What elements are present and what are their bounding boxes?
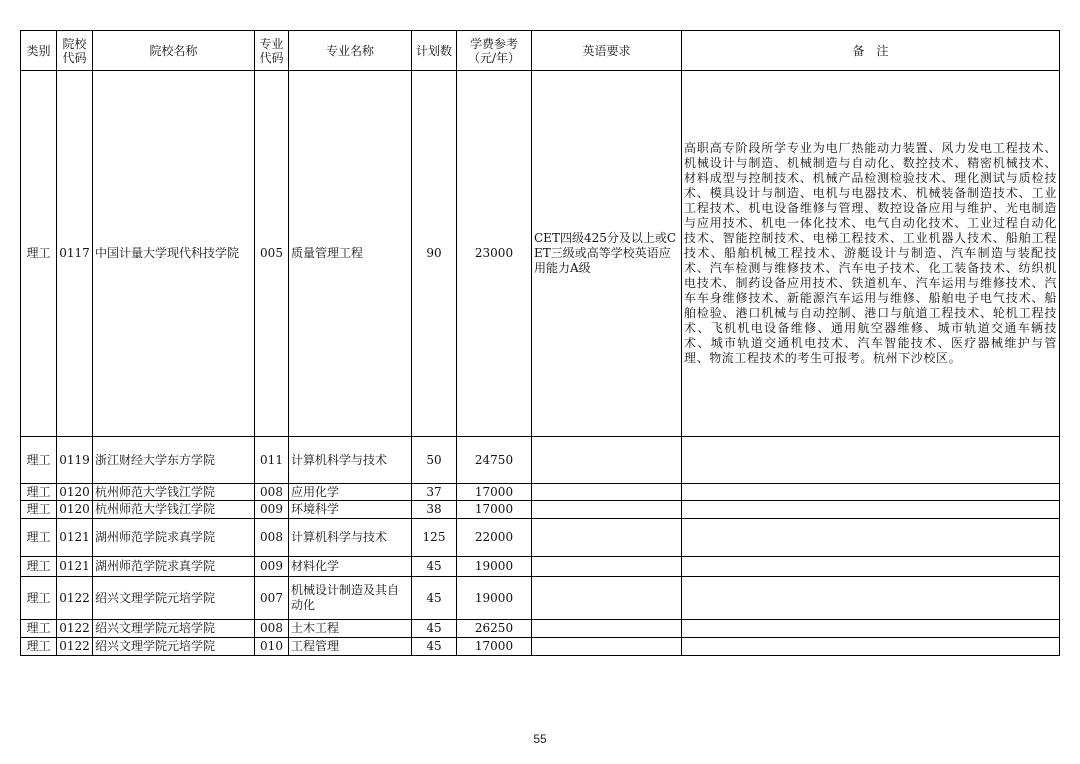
cell-category: 理工 bbox=[21, 620, 57, 638]
cell-plan: 45 bbox=[412, 638, 457, 656]
cell-remarks bbox=[682, 501, 1060, 519]
cell-school-code: 0119 bbox=[57, 437, 93, 484]
cell-major-code: 008 bbox=[255, 519, 289, 557]
cell-plan: 38 bbox=[412, 501, 457, 519]
cell-plan: 90 bbox=[412, 71, 457, 437]
cell-remarks bbox=[682, 620, 1060, 638]
cell-major-code: 009 bbox=[255, 557, 289, 577]
cell-remarks bbox=[682, 577, 1060, 620]
cell-major-code: 011 bbox=[255, 437, 289, 484]
table-row bbox=[21, 501, 1060, 519]
cell-english bbox=[532, 501, 682, 519]
cell-school-code: 0122 bbox=[57, 638, 93, 656]
table-row bbox=[21, 638, 1060, 656]
header-major-name: 专业名称 bbox=[289, 31, 412, 71]
cell-major-name: 应用化学 bbox=[289, 484, 412, 501]
header-english: 英语要求 bbox=[532, 31, 682, 71]
cell-major-name: 计算机科学与技术 bbox=[289, 437, 412, 484]
header-school-name: 院校名称 bbox=[93, 31, 255, 71]
header-plan: 计划数 bbox=[412, 31, 457, 71]
cell-english bbox=[532, 620, 682, 638]
cell-tuition: 17000 bbox=[457, 638, 532, 656]
cell-remarks bbox=[682, 484, 1060, 501]
cell-english bbox=[532, 519, 682, 557]
cell-school-name: 绍兴文理学院元培学院 bbox=[93, 638, 255, 656]
cell-school-code: 0117 bbox=[57, 71, 93, 437]
header-row bbox=[21, 31, 1060, 71]
cell-major-name: 机械设计制造及其自动化 bbox=[289, 577, 412, 620]
cell-major-code: 008 bbox=[255, 620, 289, 638]
table-row bbox=[21, 557, 1060, 577]
header-category: 类别 bbox=[21, 31, 57, 71]
cell-tuition: 19000 bbox=[457, 557, 532, 577]
cell-english bbox=[532, 577, 682, 620]
cell-category: 理工 bbox=[21, 638, 57, 656]
cell-tuition: 17000 bbox=[457, 501, 532, 519]
cell-school-code: 0122 bbox=[57, 620, 93, 638]
cell-school-name: 杭州师范大学钱江学院 bbox=[93, 501, 255, 519]
cell-school-name: 湖州师范学院求真学院 bbox=[93, 557, 255, 577]
cell-major-name: 工程管理 bbox=[289, 638, 412, 656]
cell-category: 理工 bbox=[21, 71, 57, 437]
cell-school-code: 0120 bbox=[57, 501, 93, 519]
table-row bbox=[21, 71, 1060, 437]
cell-major-code: 007 bbox=[255, 577, 289, 620]
table-row bbox=[21, 484, 1060, 501]
cell-school-code: 0121 bbox=[57, 557, 93, 577]
cell-major-name: 环境科学 bbox=[289, 501, 412, 519]
cell-plan: 45 bbox=[412, 620, 457, 638]
cell-tuition: 22000 bbox=[457, 519, 532, 557]
cell-major-code: 010 bbox=[255, 638, 289, 656]
cell-school-code: 0122 bbox=[57, 577, 93, 620]
cell-remarks bbox=[682, 437, 1060, 484]
cell-school-name: 绍兴文理学院元培学院 bbox=[93, 577, 255, 620]
cell-remarks: 高职高专阶段所学专业为电厂热能动力装置、风力发电工程技术、机械设计与制造、机械制造与自动化、数控技术、精密机械技术、材料成型与控制技术、机械产品检测检验技术、理化测试与质检技术、模具设计与制造、电机与电器技术、机械装备制造技术、工业工程技术、机电设备维修与管理、数控设备应用与维护、光电制造与应用技术、机电一体化技术、电气自动化技术、工业过程自动化技术、智能控制技术、电梯工程技术、工业机器人技术、船舶工程技术、船舶机械工程技术、游艇设计与制造、汽车制造与装配技术、汽车检测与维修技术、汽车电子技术、化工装备技术、纺织机电技术、制药设备应用技术、铁道机车、汽车运用与维修技术、汽车车身维修技术、新能源汽车运用与维修、船舶电子电气技术、船舶检验、港口机械与自动控制、港口与航道工程技术、轮机工程技术、飞机机电设备维修、通用航空器维修、城市轨道交通车辆技术、城市轨道交通机电技术、汽车智能技术、医疗器械维护与管理、物流工程技术的考生可报考。杭州下沙校区。 bbox=[682, 71, 1060, 437]
cell-plan: 37 bbox=[412, 484, 457, 501]
header-major-code: 专业代码 bbox=[255, 31, 289, 71]
cell-english bbox=[532, 437, 682, 484]
cell-category: 理工 bbox=[21, 437, 57, 484]
cell-tuition: 24750 bbox=[457, 437, 532, 484]
cell-english bbox=[532, 484, 682, 501]
cell-school-name: 杭州师范大学钱江学院 bbox=[93, 484, 255, 501]
cell-category: 理工 bbox=[21, 557, 57, 577]
table-row bbox=[21, 519, 1060, 557]
cell-tuition: 17000 bbox=[457, 484, 532, 501]
cell-major-name: 材料化学 bbox=[289, 557, 412, 577]
cell-category: 理工 bbox=[21, 501, 57, 519]
cell-english bbox=[532, 557, 682, 577]
cell-remarks bbox=[682, 519, 1060, 557]
cell-english: CET四级425分及以上或CET三级或高等学校英语应用能力A级 bbox=[532, 71, 682, 437]
cell-school-code: 0120 bbox=[57, 484, 93, 501]
cell-tuition: 26250 bbox=[457, 620, 532, 638]
cell-major-code: 005 bbox=[255, 71, 289, 437]
cell-school-code: 0121 bbox=[57, 519, 93, 557]
cell-school-name: 绍兴文理学院元培学院 bbox=[93, 620, 255, 638]
cell-plan: 50 bbox=[412, 437, 457, 484]
page-number: 55 bbox=[533, 732, 547, 746]
table-row bbox=[21, 620, 1060, 638]
cell-category: 理工 bbox=[21, 519, 57, 557]
header-school-code: 院校代码 bbox=[57, 31, 93, 71]
table-row bbox=[21, 577, 1060, 620]
cell-plan: 125 bbox=[412, 519, 457, 557]
table-body bbox=[21, 71, 1060, 656]
cell-remarks bbox=[682, 557, 1060, 577]
cell-tuition: 19000 bbox=[457, 577, 532, 620]
cell-remarks bbox=[682, 638, 1060, 656]
cell-major-code: 008 bbox=[255, 484, 289, 501]
cell-school-name: 湖州师范学院求真学院 bbox=[93, 519, 255, 557]
cell-plan: 45 bbox=[412, 557, 457, 577]
cell-school-name: 中国计量大学现代科技学院 bbox=[93, 71, 255, 437]
cell-category: 理工 bbox=[21, 484, 57, 501]
table-row bbox=[21, 437, 1060, 484]
cell-major-name: 计算机科学与技术 bbox=[289, 519, 412, 557]
admissions-table bbox=[20, 30, 1060, 656]
cell-english bbox=[532, 638, 682, 656]
cell-major-name: 土木工程 bbox=[289, 620, 412, 638]
header-remarks: 备 注 bbox=[682, 31, 1060, 71]
cell-major-code: 009 bbox=[255, 501, 289, 519]
cell-school-name: 浙江财经大学东方学院 bbox=[93, 437, 255, 484]
header-tuition: 学费参考（元/年） bbox=[457, 31, 532, 71]
cell-tuition: 23000 bbox=[457, 71, 532, 437]
cell-major-name: 质量管理工程 bbox=[289, 71, 412, 437]
cell-plan: 45 bbox=[412, 577, 457, 620]
cell-category: 理工 bbox=[21, 577, 57, 620]
